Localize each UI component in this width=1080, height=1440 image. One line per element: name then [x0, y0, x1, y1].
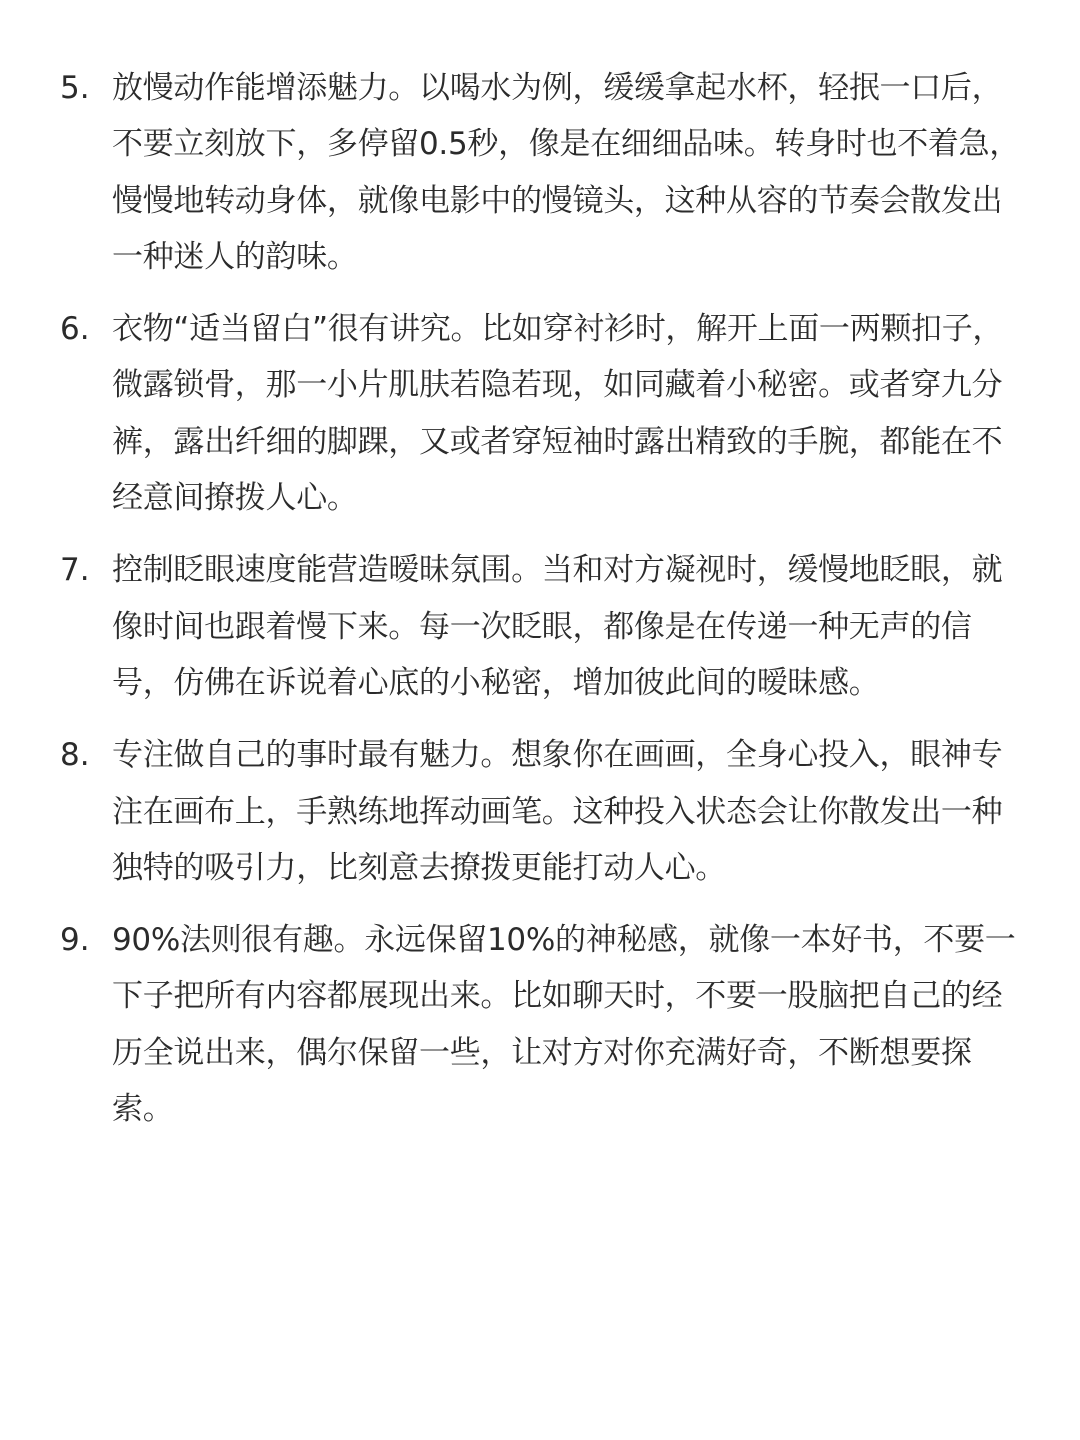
item-number: 9. [60, 922, 90, 959]
item-text: 衣物“适当留白”很有讲究。比如穿衬衫时，解开上面一两颗扣子，微露锁骨，那一小片肌肤若隐若现，如同藏着小秘密。或者穿九分裤，露出纤细的脚踝，又或者穿短袖时露出精致的手腕，都能在不经意间撩拨人心。 [112, 311, 1004, 517]
list-item [0, 727, 1080, 896]
item-number: 6. [60, 311, 90, 348]
item-number: 8. [60, 737, 90, 774]
list-item [0, 60, 1080, 285]
list-item [0, 301, 1080, 526]
tips-list [0, 60, 1080, 1153]
item-number: 7. [60, 552, 90, 589]
item-number: 5. [60, 70, 90, 106]
item-text: 专注做自己的事时最有魅力。想象你在画画，全身心投入，眼神专注在画布上，手熟练地挥动画笔。这种投入状态会让你散发出一种独特的吸引力，比刻意去撩拨更能打动人心。 [112, 737, 1003, 886]
item-text: 90%法则很有趣。永远保留10%的神秘感，就像一本好书，不要一下子把所有内容都展现出来。比如聊天时，不要一股脑把自己的经历全说出来，偶尔保留一些，让对方对你充满好奇，不断想要探索。 [112, 922, 1016, 1128]
item-text: 控制眨眼速度能营造暧昧氛围。当和对方凝视时，缓慢地眨眼，就像时间也跟着慢下来。每一次眨眼，都像是在传递一种无声的信号，仿佛在诉说着心底的小秘密，增加彼此间的暧昧感。 [112, 552, 1003, 701]
item-text: 放慢动作能增添魅力。以喝水为例，缓缓拿起水杯，轻抿一口后，不要立刻放下，多停留0.5秒，像是在细细品味。转身时也不着急，慢慢地转动身体，就像电影中的慢镜头，这种从容的节奏会散发出一种迷人的韵味。 [112, 70, 1020, 275]
list-item [0, 912, 1080, 1137]
list-item [0, 542, 1080, 711]
